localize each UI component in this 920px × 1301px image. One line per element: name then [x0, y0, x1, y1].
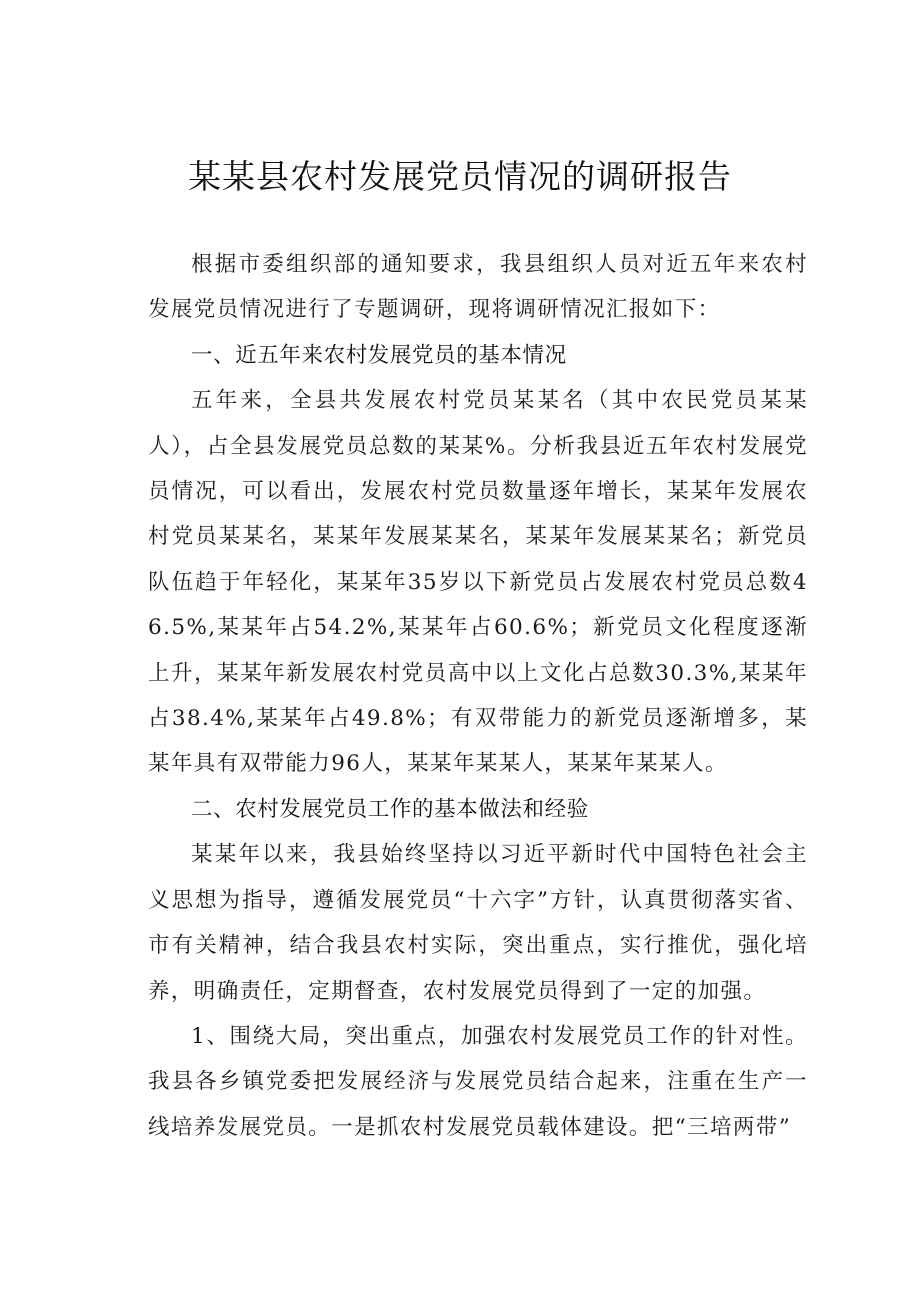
- section-2-heading: 二、农村发展党员工作的基本做法和经验: [191, 796, 589, 822]
- section-2-item-1: 1、围绕大局，突出重点，加强农村发展党员工作的针对性。我县各乡镇党委把发展经济与发展党员结合起来，注重在生产一线培养发展党员。一是抓农村发展党员载体建设。把“三培两带”: [148, 1023, 808, 1140]
- intro-paragraph: 根据市委组织部的通知要求，我县组织人员对近五年来农村发展党员情况进行了专题调研，现将调研情况汇报如下：: [148, 252, 808, 323]
- document-body: [148, 242, 808, 1150]
- document-title: 某某县农村发展党员情况的调研报告: [188, 157, 732, 196]
- section-1-paragraph: 五年来，全县共发展农村党员某某名（其中农民党员某某人），占全县发展党员总数的某某%。分析我县近五年农村发展党员情况，可以看出，发展农村党员数量逐年增长，某某年发展农村党员某某名，某某年发展某某名，某某年发展某某名；新党员队伍趋于年轻化，某某年35岁以下新党员占发展农村党员总数46.5%,某某年占54.2%,某某年占60.6%；新党员文化程度逐渐上升，某某年新发展农村党员高中以上文化占总数30.3%,某某年占38.4%,某某年占49.8%；有双带能力的新党员逐渐增多，某某年具有双带能力96人，某某年某某人，某某年某某人。: [148, 388, 808, 777]
- section-2-paragraph: 某某年以来，我县始终坚持以习近平新时代中国特色社会主义思想为指导，遵循发展党员“十六字”方针，认真贯彻落实省、市有关精神，结合我县农村实际，突出重点，实行推优，强化培养，明确责任，定期督查，农村发展党员得到了一定的加强。: [148, 842, 808, 1004]
- section-1-heading: 一、近五年来农村发展党员的基本情况: [191, 342, 567, 368]
